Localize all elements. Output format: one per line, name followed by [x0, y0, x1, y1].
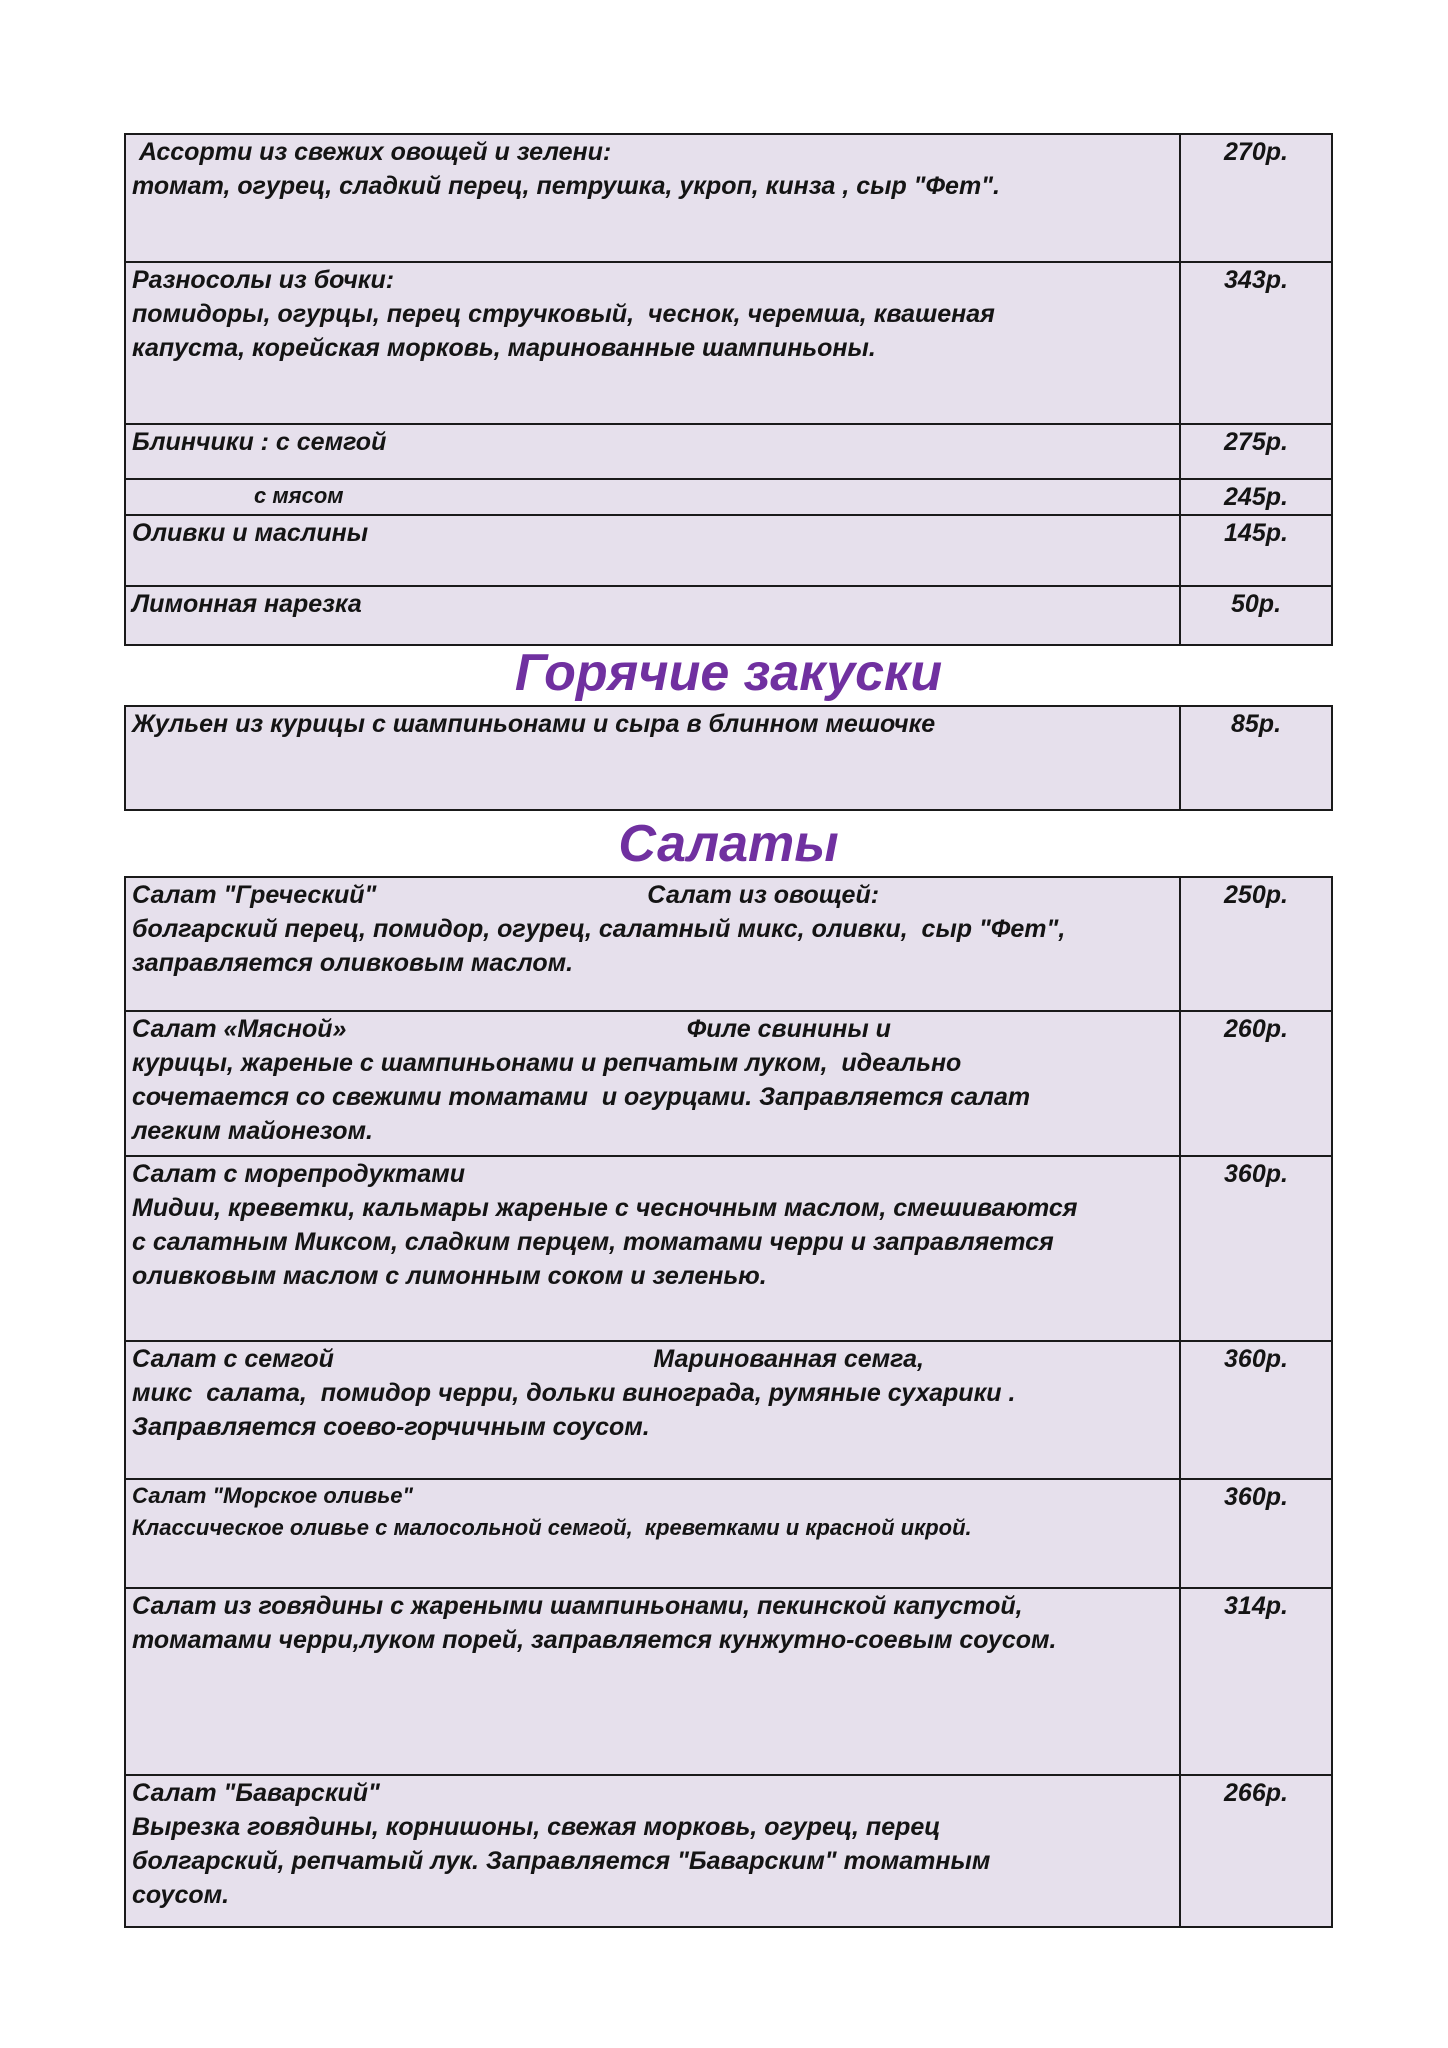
menu-row	[125, 706, 1332, 810]
item-price: 145р.	[1180, 515, 1332, 586]
item-description	[125, 515, 1180, 586]
item-description	[125, 1156, 1180, 1341]
menu-row	[125, 515, 1332, 586]
item-price: 360р.	[1180, 1479, 1332, 1588]
menu-row	[125, 1156, 1332, 1341]
item-description	[125, 1479, 1180, 1588]
item-line: болгарский перец, помидор, огурец, салатный микс, оливки, сыр "Фет",	[132, 915, 1066, 943]
menu-row	[125, 424, 1332, 479]
item-line: Салат «Мясной» Филе свинины и	[132, 1015, 891, 1043]
item-line: Салат с морепродуктами	[132, 1160, 466, 1188]
hot-appetizers-table	[124, 705, 1333, 811]
item-line: томат, огурец, сладкий перец, петрушка, укроп, кинза , сыр "Фет".	[132, 172, 1000, 200]
item-price: 360р.	[1180, 1156, 1332, 1341]
item-line: капуста, корейская морковь, маринованные шампиньоны.	[132, 334, 876, 362]
menu-row	[125, 1341, 1332, 1479]
menu-row	[125, 262, 1332, 424]
item-description	[125, 424, 1180, 479]
item-line: томатами черри,луком порей, заправляется кунжутно-соевым соусом.	[132, 1626, 1057, 1654]
cold-appetizers-table	[124, 133, 1333, 646]
item-price: 275р.	[1180, 424, 1332, 479]
item-line: Салат "Греческий" Салат из овощей:	[132, 881, 880, 909]
menu-row	[125, 1775, 1332, 1927]
item-line: болгарский, репчатый лук. Заправляется "Баварским" томатным	[132, 1847, 991, 1875]
item-line: Разносолы из бочки:	[132, 266, 395, 294]
item-line: оливковым маслом с лимонным соком и зеленью.	[132, 1262, 767, 1290]
item-price: 50р.	[1180, 586, 1332, 645]
item-line: Салат "Морское оливье"	[132, 1483, 413, 1508]
menu-row	[125, 586, 1332, 645]
item-price: 245р.	[1180, 479, 1332, 515]
item-line: сочетается со свежими томатами и огурцами. Заправляется салат	[132, 1083, 1031, 1111]
salads-table	[124, 876, 1333, 1928]
item-line: Салат с семгой Маринованная семга,	[132, 1345, 924, 1373]
item-description	[125, 586, 1180, 645]
item-line: Классическое оливье с малосольной семгой, креветками и красной икрой.	[132, 1515, 972, 1540]
item-line: Вырезка говядины, корнишоны, свежая морковь, огурец, перец	[132, 1813, 941, 1841]
menu-row	[125, 1011, 1332, 1156]
item-price: 250р.	[1180, 877, 1332, 1011]
menu-row	[125, 134, 1332, 262]
item-description	[125, 479, 1180, 515]
section-heading-salads: Салаты	[618, 815, 839, 873]
item-description	[125, 134, 1180, 262]
item-price: 314р.	[1180, 1588, 1332, 1775]
item-price: 360р.	[1180, 1341, 1332, 1479]
item-description	[125, 262, 1180, 424]
item-description	[125, 1588, 1180, 1775]
item-price: 260р.	[1180, 1011, 1332, 1156]
item-line: помидоры, огурцы, перец стручковый, чеснок, черемша, квашеная	[132, 300, 995, 328]
menu-row	[125, 479, 1332, 515]
item-line: Оливки и маслины	[132, 519, 369, 547]
menu-row	[125, 1588, 1332, 1775]
item-line: Салат "Баварский"	[132, 1779, 380, 1807]
item-line: Ассорти из свежих овощей и зелени:	[132, 138, 612, 166]
section-heading-hot-appetizers: Горячие закуски	[514, 644, 943, 702]
item-line: соусом.	[132, 1881, 230, 1909]
item-description	[125, 706, 1180, 810]
item-price: 266р.	[1180, 1775, 1332, 1927]
menu-row	[125, 1479, 1332, 1588]
item-line: Мидии, креветки, кальмары жареные с чесночным маслом, смешиваются	[132, 1194, 1078, 1222]
item-description	[125, 1341, 1180, 1479]
item-description	[125, 1775, 1180, 1927]
item-price: 343р.	[1180, 262, 1332, 424]
item-line: заправляется оливковым маслом.	[132, 949, 574, 977]
item-line: Лимонная нарезка	[132, 590, 362, 618]
menu-row	[125, 877, 1332, 1011]
item-price: 270р.	[1180, 134, 1332, 262]
item-line: легким майонезом.	[132, 1117, 373, 1145]
item-line: микс салата, помидор черри, дольки винограда, румяные сухарики .	[132, 1379, 1016, 1407]
item-line: Заправляется соево-горчичным соусом.	[132, 1413, 650, 1441]
item-description	[125, 877, 1180, 1011]
item-line: Салат из говядины с жареными шампиньонами, пекинской капустой,	[132, 1592, 1023, 1620]
item-line: курицы, жареные с шампиньонами и репчатым луком, идеально	[132, 1049, 962, 1077]
item-line: с мясом	[254, 483, 344, 508]
item-line: Блинчики : с семгой	[132, 428, 387, 456]
item-price: 85р.	[1180, 706, 1332, 810]
item-line: Жульен из курицы с шампиньонами и сыра в блинном мешочке	[132, 710, 936, 738]
item-line: с салатным Миксом, сладким перцем, томатами черри и заправляется	[132, 1228, 1054, 1256]
item-description	[125, 1011, 1180, 1156]
